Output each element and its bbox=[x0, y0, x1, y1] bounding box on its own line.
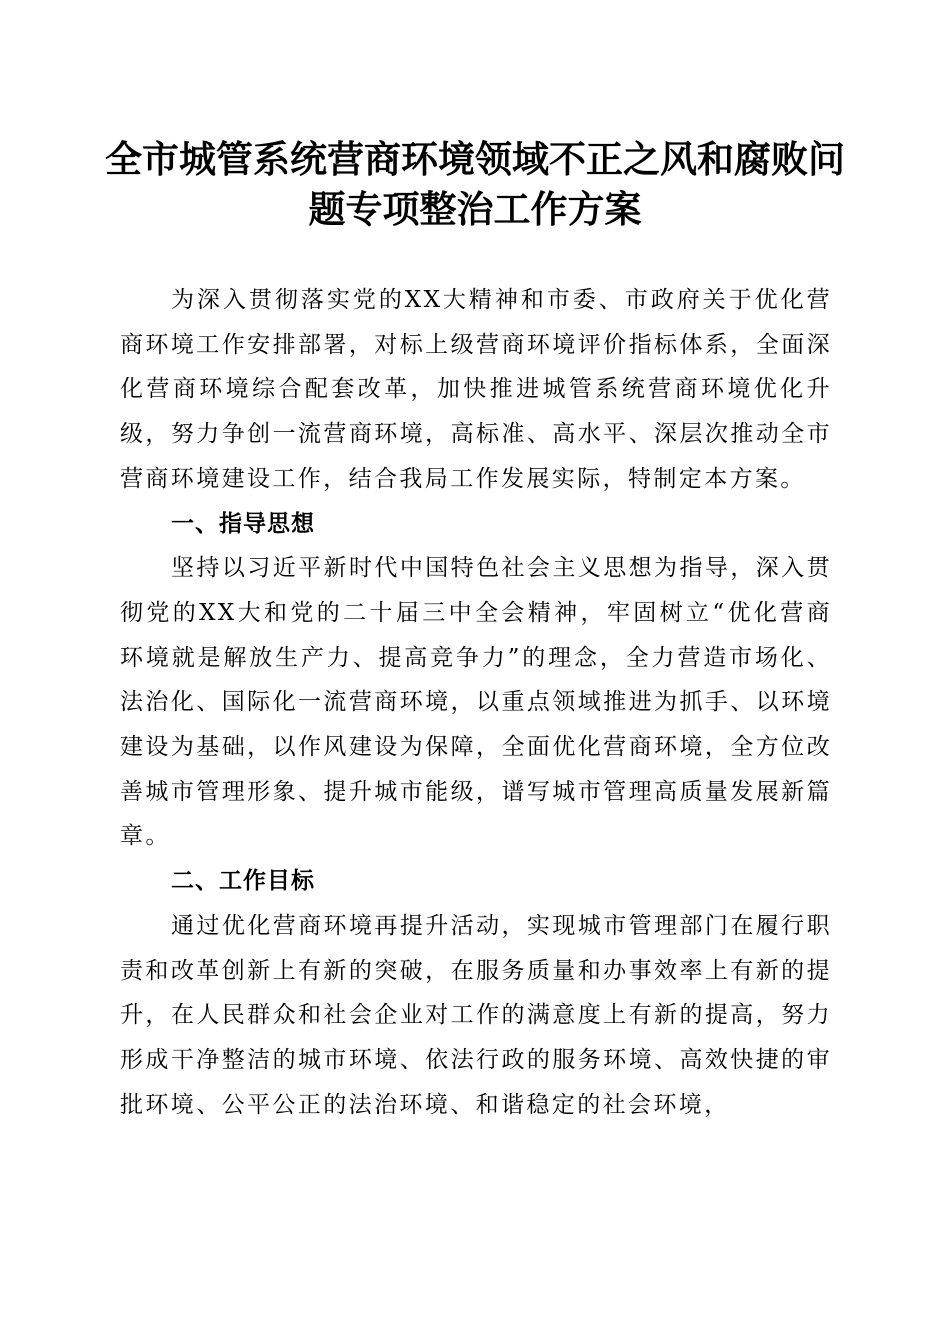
intro-paragraph: 为深入贯彻落实党的XX大精神和市委、市政府关于优化营商环境工作安排部署，对标上级营商环境评价指标体系，全面深化营商环境综合配套改革，加快推进城管系统营商环境优化升级，努力争创一流营商环境，高标准、高水平、深层次推动全市营商环境建设工作，结合我局工作发展实际，特制定本方案。 bbox=[120, 287, 832, 492]
section-heading-guiding-ideology: 一、指导思想 bbox=[171, 510, 315, 537]
document-title-line-2: 题专项整治工作方案 bbox=[308, 187, 642, 231]
document-title-line-1: 全市城管系统营商环境领域不正之风和腐败问 bbox=[105, 137, 845, 181]
document-body bbox=[120, 278, 832, 1127]
section-heading-work-goals: 二、工作目标 bbox=[171, 868, 315, 895]
section-paragraph-guiding-ideology: 坚持以习近平新时代中国特色社会主义思想为指导，深入贯彻党的XX大和党的二十届三中全会精神，牢固树立“优化营商环境就是解放生产力、提高竞争力”的理念，全力营造市场化、法治化、国际化一流营商环境，以重点领域推进为抓手、以环境建设为基础，以作风建设为保障，全面优化营商环境，全方位改善城市管理形象、提升城市能级，谱写城市管理高质量发展新篇章。 bbox=[120, 555, 832, 850]
section-paragraph-work-goals: 通过优化营商环境再提升活动，实现城市管理部门在履行职责和改革创新上有新的突破，在服务质量和办事效率上有新的提升，在人民群众和社会企业对工作的满意度上有新的提高，努力形成干净整洁的城市环境、依法行政的服务环境、高效快捷的审批环境、公平公正的法治环境、和谐稳定的社会环境， bbox=[120, 912, 832, 1118]
document-title bbox=[100, 134, 850, 234]
